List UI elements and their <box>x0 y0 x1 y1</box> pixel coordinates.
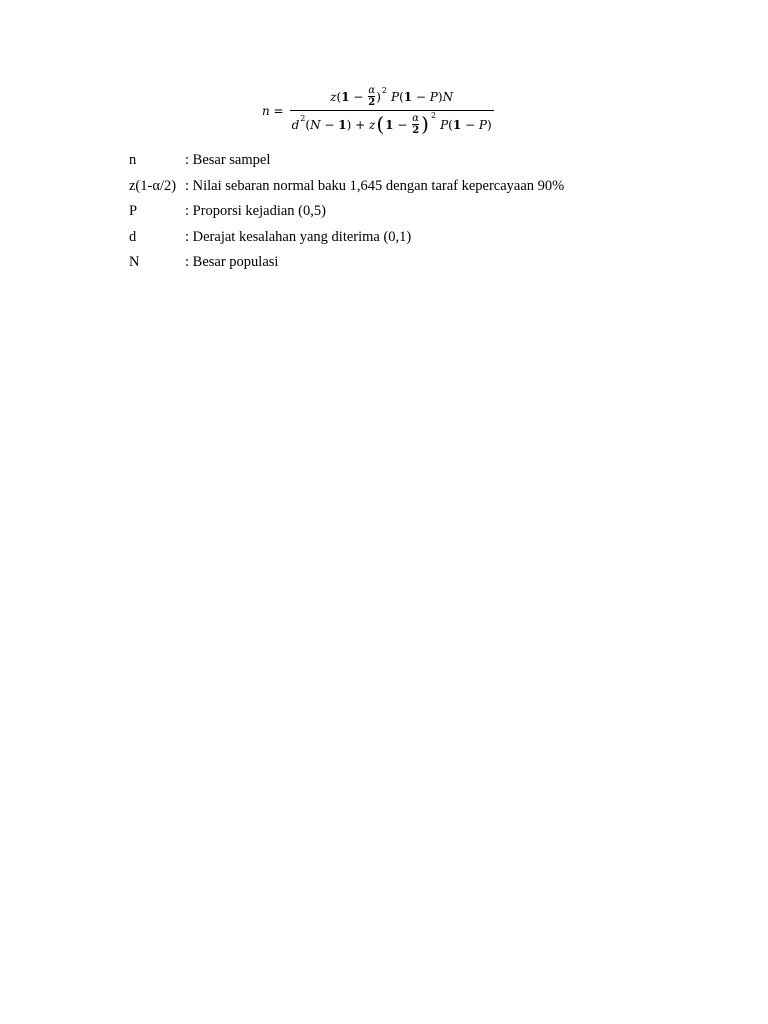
den-close-paren-3: ) <box>486 118 492 132</box>
den-minus-2: − <box>393 118 412 132</box>
definition-row <box>129 199 564 225</box>
den-p-2: P <box>478 118 487 132</box>
definition-row <box>129 250 564 276</box>
den-p: P <box>440 118 449 132</box>
den-d: d <box>291 118 300 132</box>
definition-description: : Derajat kesalahan yang diterima (0,1) <box>185 228 412 245</box>
definition-row <box>129 148 564 174</box>
den-minus: − <box>320 118 339 132</box>
den-n: N <box>310 118 321 132</box>
variable-definitions <box>129 148 564 276</box>
den-big-close-paren: ) <box>421 112 429 136</box>
definition-symbol: n <box>129 152 137 169</box>
formula-numerator <box>328 86 455 110</box>
den-two: 2 <box>412 125 420 136</box>
num-open-paren-2: ( <box>399 90 404 104</box>
den-open-paren: ( <box>305 118 311 132</box>
num-close-paren-2: ) <box>437 90 443 104</box>
definition-description: : Besar sampel <box>185 152 271 169</box>
definition-row <box>129 174 564 200</box>
den-square: 2 <box>300 114 306 123</box>
den-square-2: 2 <box>430 111 437 120</box>
den-alpha-over-two <box>412 114 419 136</box>
den-minus-3: − <box>461 118 479 132</box>
definition-symbol: P <box>129 203 138 220</box>
formula-denominator <box>290 111 494 136</box>
num-one: 1 <box>341 90 350 104</box>
den-z: z <box>369 118 376 132</box>
num-minus: − <box>349 90 368 104</box>
den-alpha: α <box>412 113 420 124</box>
num-minus-2: − <box>412 90 430 104</box>
num-p-2: P <box>429 90 438 104</box>
num-close-paren: ) <box>376 90 381 104</box>
num-z: z <box>330 90 337 104</box>
formula-lhs: n = <box>262 104 284 118</box>
definition-symbol: N <box>129 254 140 271</box>
sample-size-formula <box>262 86 494 136</box>
num-one-2: 1 <box>403 90 413 104</box>
den-plus: + <box>351 118 369 132</box>
num-alpha-over-two <box>368 86 375 108</box>
den-big-open-paren: ( <box>376 112 385 136</box>
num-open-paren: ( <box>336 90 342 104</box>
den-open-paren-3: ( <box>448 118 453 132</box>
num-alpha: α <box>368 85 376 96</box>
definition-symbol: d <box>129 228 137 245</box>
definition-description: : Nilai sebaran normal baku 1,645 dengan taraf kepercayaan 90% <box>185 177 565 194</box>
definition-row <box>129 225 564 251</box>
den-one-3: 1 <box>452 118 462 132</box>
num-n: N <box>442 90 454 104</box>
definition-symbol: z(1-α/2) <box>129 177 177 194</box>
definition-description: : Besar populasi <box>185 254 279 271</box>
den-close-paren: ) <box>346 118 352 132</box>
num-two: 2 <box>368 97 376 108</box>
num-square: 2 <box>381 86 387 95</box>
definition-description: : Proporsi kejadian (0,5) <box>185 203 326 220</box>
num-p: P <box>390 90 400 104</box>
den-one-2: 1 <box>385 118 394 132</box>
den-one: 1 <box>338 118 347 132</box>
formula-fraction <box>290 86 494 136</box>
